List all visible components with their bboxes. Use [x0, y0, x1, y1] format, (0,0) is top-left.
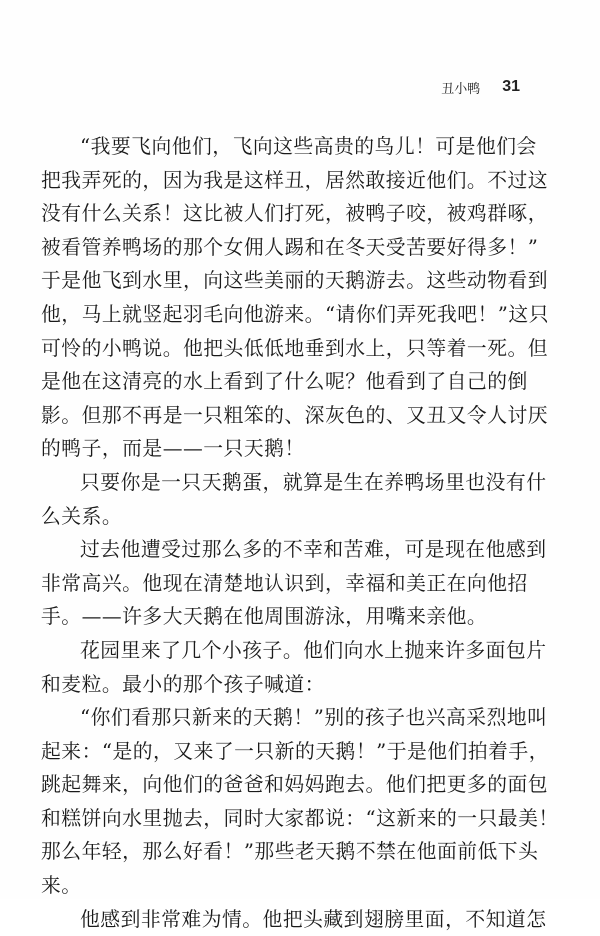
- text-line: 被看管养鸭场的那个女佣人踢和在冬天受苦要好得多！”: [41, 235, 539, 259]
- text-line: 把我弄死的，因为我是这样丑，居然敢接近他们。不过这: [41, 168, 549, 192]
- text-line: 跳起舞来，向他们的爸爸和妈妈跑去。他们把更多的面包: [41, 773, 549, 797]
- text-line: 非常高兴。他现在清楚地认识到，幸福和美正在向他招: [41, 571, 528, 595]
- text-line: 手。——许多大天鹅在他周围游泳，用嘴来亲他。: [41, 605, 488, 629]
- text-line: 花园里来了几个小孩子。他们向水上抛来许多面包片: [80, 638, 547, 662]
- text-line: 来。: [41, 874, 82, 898]
- text-line: 是他在这清亮的水上看到了什么呢？他看到了自己的倒: [41, 370, 528, 394]
- text-line: 可怜的小鸭说。他把头低低地垂到水上，只等着一死。但: [41, 336, 549, 360]
- text-line: “你们看那只新来的天鹅！”别的孩子也兴高采烈地叫: [80, 706, 548, 730]
- text-line: 于是他飞到水里，向这些美丽的天鹅游去。这些动物看到: [41, 269, 549, 293]
- text-line: 他感到非常难为情。他把头藏到翅膀里面，不知道怎: [80, 907, 547, 931]
- chapter-title: 丑小鸭: [441, 81, 481, 97]
- text-line: 么关系。: [41, 504, 123, 528]
- text-line: 起来：“是的，又来了一只新的天鹅！”于是他们拍着手，: [41, 739, 549, 763]
- text-line: 过去他遭受过那么多的不幸和苦难，可是现在他感到: [80, 538, 547, 562]
- body-text: [41, 130, 559, 936]
- text-line: “我要飞向他们，飞向这些高贵的鸟儿！可是他们会: [80, 135, 537, 158]
- text-line: 他，马上就竖起羽毛向他游来。“请你们弄死我吧！”这只: [41, 302, 549, 326]
- text-line: 那么年轻，那么好看！”那些老天鹅不禁在他面前低下头: [41, 840, 539, 864]
- text-line: 影。但那不再是一只粗笨的、深灰色的、又丑又令人讨厌: [41, 403, 549, 427]
- text-line: 没有什么关系！这比被人们打死，被鸭子咬，被鸡群啄，: [41, 202, 549, 226]
- page-number: 31: [502, 78, 520, 95]
- text-line: 只要你是一只天鹅蛋，就算是生在养鸭场里也没有什: [80, 470, 547, 494]
- text-line: 和麦粒。最小的那个孩子喊道：: [41, 672, 325, 696]
- text-line: 的鸭子，而是——一只天鹅！: [41, 437, 305, 461]
- text-line: 和糕饼向水里抛去，同时大家都说：“这新来的一只最美！: [41, 806, 559, 830]
- running-head: [420, 76, 520, 98]
